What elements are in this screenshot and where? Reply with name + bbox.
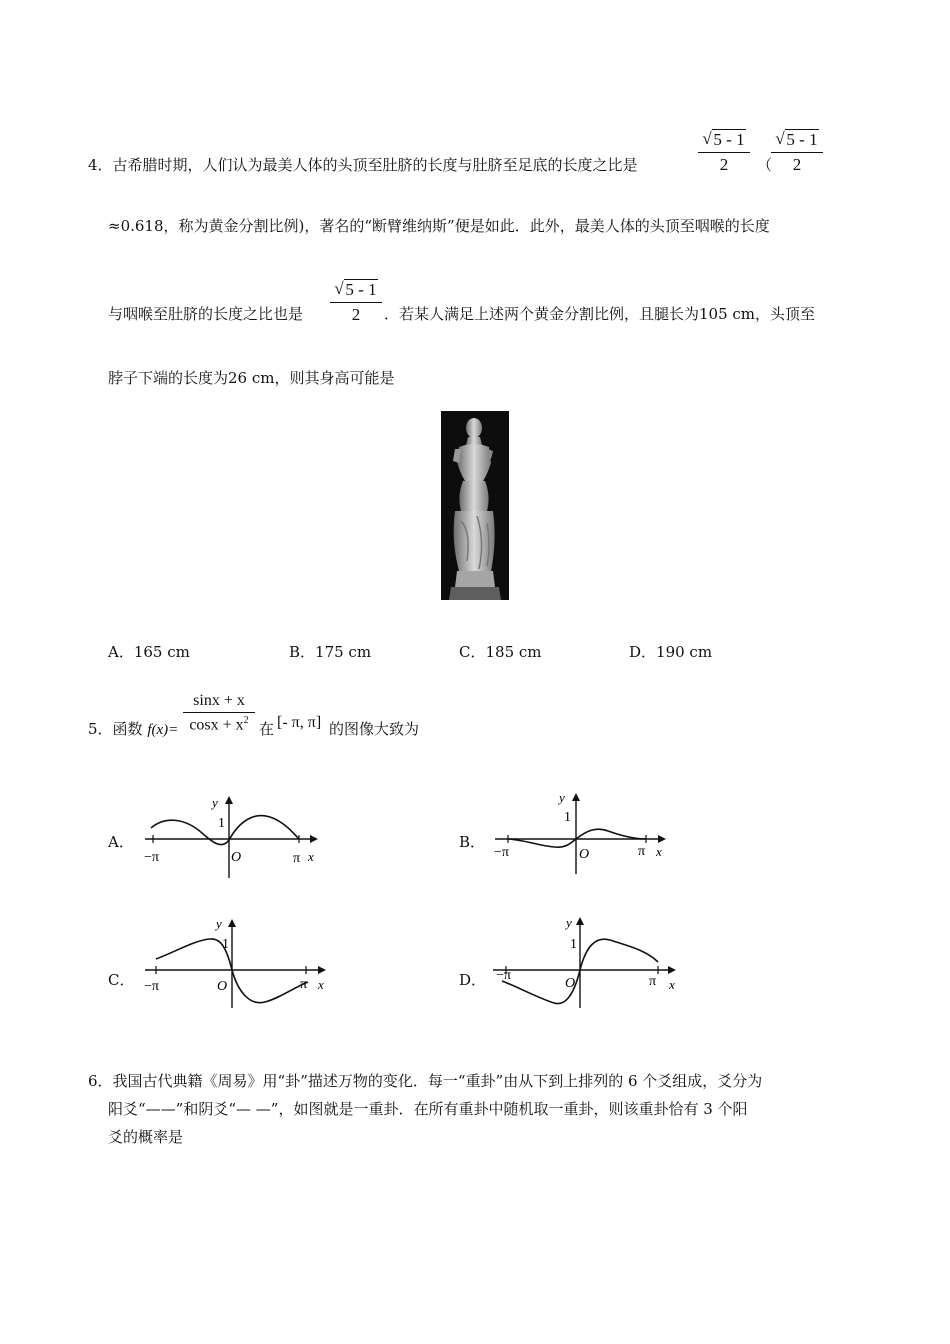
graph-d-right: π bbox=[649, 974, 657, 989]
fraction-numerator: 5 - 1 bbox=[713, 130, 745, 149]
option-text: 185 cm bbox=[485, 643, 542, 661]
graph-d-label[interactable]: D． bbox=[459, 971, 487, 989]
graph-a-origin: O bbox=[231, 850, 242, 865]
q5-suffix: 的图像大致为 bbox=[329, 720, 420, 738]
graph-b-left: −π bbox=[494, 845, 509, 860]
graph-c-label[interactable]: C． bbox=[108, 971, 135, 989]
option-label: D． bbox=[629, 643, 657, 661]
option-label: B． bbox=[289, 643, 316, 661]
fraction-denominator: 2 bbox=[719, 155, 729, 174]
q5-line bbox=[88, 718, 178, 739]
graph-d-y1: 1 bbox=[570, 937, 577, 952]
graph-b-yaxis: y bbox=[559, 790, 565, 805]
q4-option-c[interactable] bbox=[459, 641, 542, 662]
q4-option-a[interactable] bbox=[108, 641, 190, 662]
q5-zai: 在 bbox=[259, 720, 275, 738]
q4-option-d[interactable] bbox=[629, 641, 712, 662]
graph-c-left: −π bbox=[144, 979, 159, 994]
graph-b-origin: O bbox=[579, 847, 590, 862]
fraction-denominator: 2 bbox=[351, 305, 361, 324]
q6-line1 bbox=[88, 1070, 762, 1091]
graph-d-origin: O bbox=[565, 976, 576, 991]
graph-b-label[interactable]: B． bbox=[459, 833, 486, 851]
graph-c-y1: 1 bbox=[222, 937, 229, 952]
graph-b[interactable] bbox=[490, 788, 680, 878]
option-text: 175 cm bbox=[315, 643, 372, 661]
q4-option-b[interactable] bbox=[289, 641, 371, 662]
q4-number: 4． bbox=[88, 156, 113, 174]
q5-denominator: cosx + x bbox=[189, 716, 244, 734]
graph-d[interactable] bbox=[488, 910, 683, 1010]
golden-ratio-fraction-1: √ 5 - 1 2 bbox=[698, 130, 750, 175]
graph-c[interactable] bbox=[140, 912, 335, 1012]
graph-b-right: π bbox=[638, 844, 646, 859]
graph-c-right: π bbox=[300, 977, 308, 992]
q4-line1 bbox=[88, 154, 638, 175]
graph-b-xaxis: x bbox=[656, 844, 662, 859]
graph-d-left: −π bbox=[496, 968, 511, 983]
q4-line3a: 与咽喉至肚脐的长度之比也是 bbox=[108, 305, 304, 323]
graph-a-left: −π bbox=[144, 850, 159, 865]
q4-text-1: 古希腊时期，人们认为最美人体的头顶至肚脐的长度与肚脐至足底的长度之比是 bbox=[112, 156, 638, 174]
graph-c-xaxis: x bbox=[318, 977, 324, 992]
graph-d-xaxis: x bbox=[669, 977, 675, 992]
q6-line3: 爻的概率是 bbox=[108, 1128, 184, 1146]
graph-a[interactable] bbox=[140, 790, 330, 880]
option-text: 165 cm bbox=[133, 643, 190, 661]
option-text: 190 cm bbox=[656, 643, 713, 661]
graph-a-label[interactable]: A． bbox=[108, 833, 134, 851]
option-label: A． bbox=[108, 643, 134, 661]
fraction-numerator: 5 - 1 bbox=[345, 280, 377, 299]
q5-numerator: sinx + x bbox=[193, 692, 245, 709]
fraction-numerator: 5 - 1 bbox=[786, 130, 818, 149]
golden-ratio-fraction-3: √ 5 - 1 2 bbox=[330, 280, 382, 325]
graph-a-xaxis: x bbox=[308, 849, 314, 864]
q5-number: 5． bbox=[88, 720, 113, 738]
q4-line4: 脖子下端的长度为26 cm，则其身高可能是 bbox=[108, 369, 395, 387]
graph-d-yaxis: y bbox=[566, 915, 572, 930]
q5-interval: [- π, π] bbox=[277, 714, 322, 731]
graph-c-origin: O bbox=[217, 979, 228, 994]
q5-den-exponent: 2 bbox=[243, 715, 249, 726]
graph-c-yaxis: y bbox=[216, 916, 222, 931]
q5-function-fraction bbox=[183, 692, 255, 734]
q4-line3b: ．若某人满足上述两个黄金分割比例，且腿长为105 cm，头顶至 bbox=[384, 305, 816, 323]
q6-text-1: 我国古代典籍《周易》用“卦”描述万物的变化．每一“重卦”由从下到上排列的 6 个爻组成，爻分为 bbox=[112, 1072, 763, 1090]
graph-a-right: π bbox=[293, 851, 301, 866]
paren-open: （ bbox=[757, 156, 773, 174]
graph-b-y1: 1 bbox=[564, 810, 571, 825]
q6-line2: 阳爻“——”和阴爻“— —”，如图就是一重卦．在所有重卦中随机取一重卦，则该重卦恰有 3 个阳 bbox=[108, 1100, 748, 1118]
q6-number: 6． bbox=[88, 1072, 113, 1090]
q5-fx: f(x)= bbox=[147, 722, 179, 738]
fraction-denominator: 2 bbox=[792, 155, 802, 174]
graph-a-y1: 1 bbox=[218, 816, 225, 831]
q5-prefix: 函数 bbox=[112, 720, 143, 738]
graph-a-yaxis: y bbox=[212, 795, 218, 810]
golden-ratio-fraction-2: √ 5 - 1 2 bbox=[771, 130, 823, 175]
venus-de-milo-image bbox=[441, 411, 509, 600]
q4-line2: ≈0.618，称为黄金分割比例)，著名的“断臂维纳斯”便是如此．此外，最美人体的头顶至咽喉的长度 bbox=[108, 217, 770, 235]
option-label: C． bbox=[459, 643, 486, 661]
